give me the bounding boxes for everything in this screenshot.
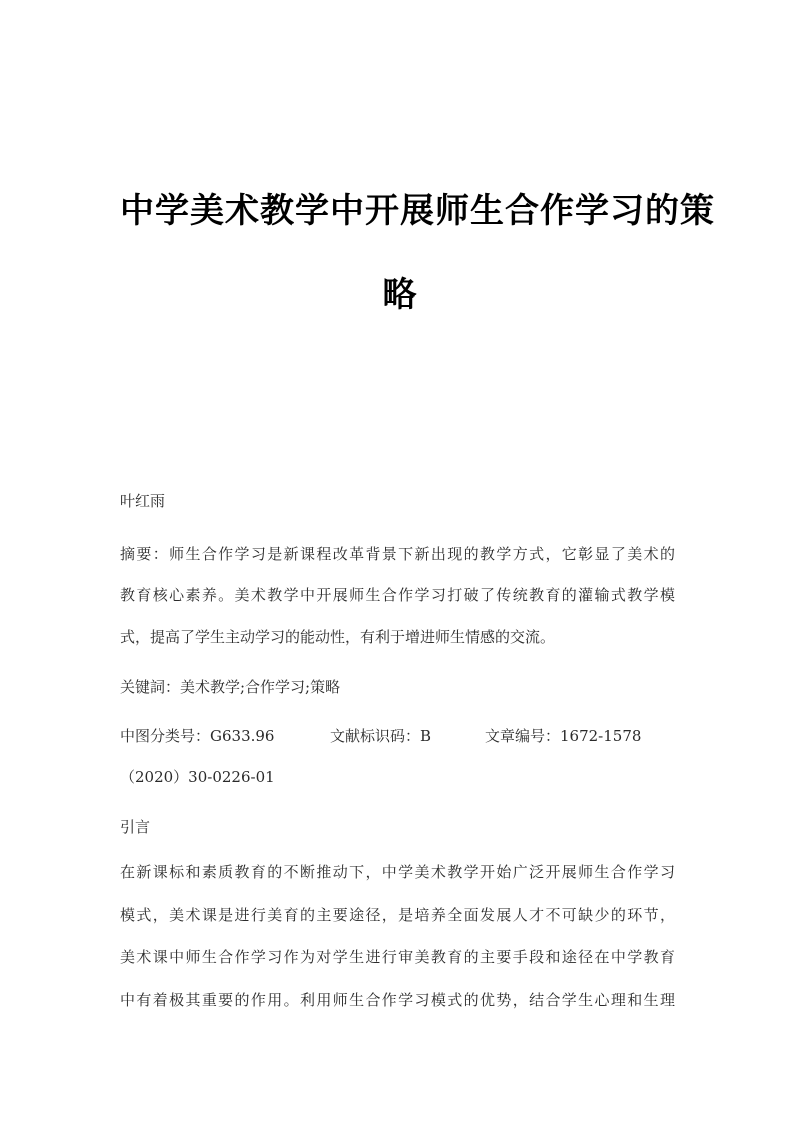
body-line-2: 模式，美术课是进行美育的主要途径，是培养全面发展人才不可缺少的环节， [120,906,675,924]
abstract-line-2: 教育核心素养。美术教学中开展师生合作学习打破了传统教育的灌输式教学模 [120,586,675,604]
paper-title-line-1: 中学美术教学中开展师生合作学习的策 [120,191,715,231]
article-number: 文章编号：1672-1578 [485,727,642,745]
body-line-3: 美术课中师生合作学习作为对学生进行审美教育的主要手段和途径在中学教育 [120,948,675,966]
article-number-continued: （2020）30-0226-01 [120,768,275,786]
paper-title-line-2: 略 [382,275,418,315]
abstract-line-3: 式，提高了学生主动学习的能动性，有利于增进师生情感的交流。 [120,628,556,646]
body-line-1: 在新课标和素质教育的不断推动下，中学美术教学开始广泛开展师生合作学习 [120,863,675,881]
body-line-4: 中有着极其重要的作用。利用师生合作学习模式的优势，结合学生心理和生理 [120,991,675,1009]
keywords: 关键詞：美术教学;合作学习;策略 [120,678,341,696]
author-name: 叶红雨 [120,492,166,510]
section-heading: 引言 [120,818,151,836]
abstract-line-1: 摘要：师生合作学习是新课程改革背景下新出现的教学方式，它彰显了美术的 [120,545,675,563]
clc-number: 中图分类号：G633.96 [120,727,275,745]
document-code: 文献标识码：B [330,727,432,745]
